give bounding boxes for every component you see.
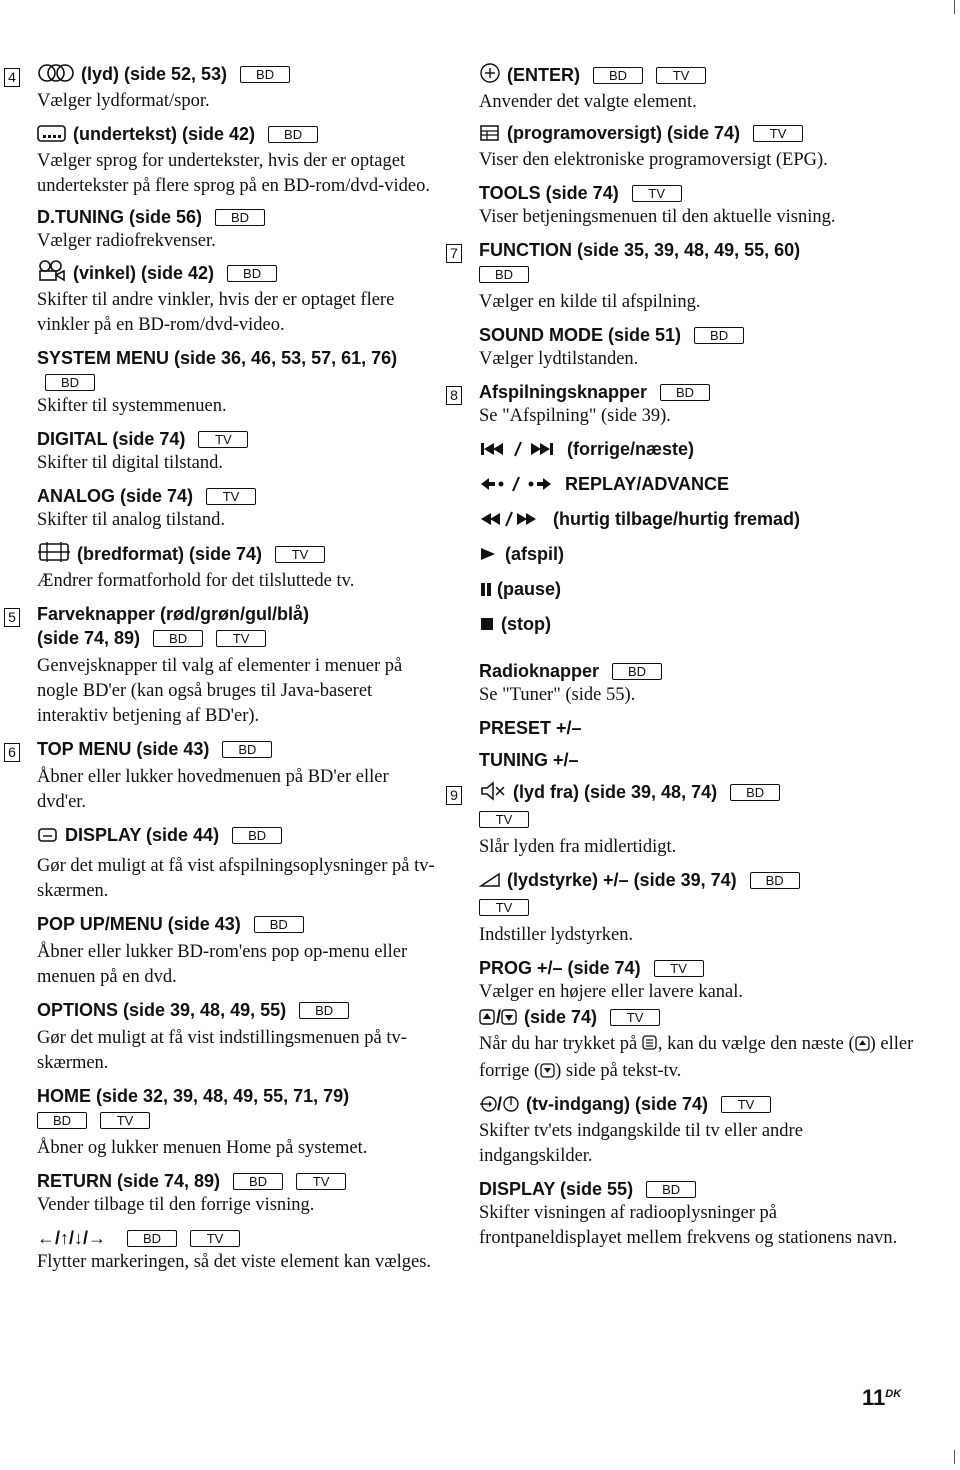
entry-title: Radioknapper (479, 661, 600, 681)
entry-title: (lyd) (side 52, 53) (81, 64, 228, 84)
entry-stop (479, 612, 919, 639)
tv-badge: TV (632, 185, 682, 202)
entry-soundmode (479, 323, 919, 372)
entry-title: Afspilningsknapper (479, 382, 648, 402)
entry-title: TOP MENU (side 43) (37, 739, 210, 759)
page-up-icon (479, 1008, 496, 1032)
bd-badge: BD (612, 663, 662, 680)
section-marker: 8 (446, 386, 462, 405)
entry-title: DISPLAY (side 44) (65, 825, 220, 845)
entry-desc: Når du har trykket på , kan du vælge den næste ( ) eller forrige ( ) side på tekst-tv. (479, 1032, 919, 1086)
prev-next-icon (479, 440, 561, 464)
entry-title: OPTIONS (side 39, 48, 49, 55) (37, 1000, 287, 1020)
bd-badge: BD (750, 872, 800, 889)
rewind-forward-icon (479, 510, 547, 534)
entry-title: FUNCTION (side 35, 39, 48, 49, 55, 60) (479, 240, 801, 260)
wide-mode-icon (37, 541, 71, 569)
left-column (8, 62, 437, 1275)
tv-power-icon (502, 1095, 520, 1119)
entry-systemmenu (37, 346, 437, 419)
entry-title: (hurtig tilbage/hurtig fremad) (553, 509, 800, 529)
entry-desc: Åbner eller lukker hovedmenuen på BD'er eller dvd'er. (37, 767, 389, 812)
entry-title: D.TUNING (side 56) (37, 207, 203, 227)
entry-desc: Åbner og lukker menuen Home på systemet. (37, 1138, 368, 1158)
entry-title: PROG +/– (side 74) (479, 958, 641, 978)
entry-enter (479, 62, 919, 115)
entry-programoversigt (479, 121, 919, 173)
tv-badge: TV (610, 1009, 660, 1026)
tv-badge: TV (216, 630, 266, 647)
entry-desc: Vælger en højere eller lavere kanal. (479, 982, 744, 1002)
entry-title: DIGITAL (side 74) (37, 429, 186, 449)
display-icon (37, 826, 59, 850)
entry-desc: Skifter til analog tilstand. (37, 510, 226, 530)
entry-title: HOME (side 32, 39, 48, 49, 55, 71, 79) (37, 1086, 350, 1106)
entry-function (450, 238, 919, 315)
tv-badge: TV (100, 1112, 150, 1129)
bd-badge: BD (593, 67, 643, 84)
entry-desc: Vender tilbage til den forrige visning. (37, 1195, 315, 1215)
bd-badge: BD (240, 66, 290, 83)
entry-options (37, 998, 437, 1076)
bd-badge: BD (227, 265, 277, 282)
entry-desc: Se "Tuner" (side 55). (479, 685, 636, 705)
entry-desc: Gør det muligt at få vist afspilningsoplysninger på tv-skærmen. (37, 856, 435, 901)
tv-badge: TV (275, 546, 325, 563)
play-icon (479, 545, 499, 569)
section-marker: 9 (446, 786, 462, 805)
guide-icon (479, 124, 501, 148)
entry-afspil (479, 542, 919, 569)
entry-hurtig (479, 507, 919, 534)
page-down-icon (501, 1008, 518, 1032)
entry-tools (479, 181, 919, 230)
entry-pageupdown: / (side 74) TV Når du har trykket på , kan du vælge den næste ( ) eller forrige ( ) side på tekst-tv. (479, 1005, 919, 1086)
bd-badge: BD (153, 630, 203, 647)
tv-badge: TV (296, 1173, 346, 1190)
entry-desc: Vælger radiofrekvenser. (37, 231, 216, 251)
entry-desc: Gør det muligt at få vist indstillingsmenuen på tv-skærmen. (37, 1028, 407, 1073)
entry-display-radio (479, 1177, 919, 1251)
angle-icon (37, 260, 67, 288)
entry-title: SOUND MODE (side 51) (479, 325, 682, 345)
entry-title: (vinkel) (side 42) (73, 263, 215, 283)
entry-bredformat (37, 541, 437, 594)
entry-desc: Vælger en kilde til afspilning. (479, 292, 701, 312)
entry-title: Farveknapper (rød/grøn/gul/blå) (37, 604, 310, 624)
entry-prog (479, 956, 919, 1005)
entry-title-2: (side 74, 89) (37, 628, 141, 648)
entry-desc: Viser den elektroniske programoversigt (EPG). (479, 150, 828, 170)
section-marker: 5 (4, 608, 20, 627)
entry-desc: Viser betjeningsmenuen til den aktuelle visning. (479, 207, 836, 227)
bd-badge: BD (127, 1230, 177, 1247)
input-icon (479, 1095, 497, 1119)
entry-title: POP UP/MENU (side 43) (37, 914, 241, 934)
bd-badge: BD (37, 1112, 87, 1129)
enter-icon (479, 62, 501, 90)
mute-icon (479, 781, 507, 807)
entry-lydfra (450, 780, 919, 860)
tv-badge: TV (479, 899, 529, 916)
entry-desc: Skifter til systemmenuen. (37, 396, 227, 416)
entry-title: (forrige/næste) (567, 439, 695, 459)
entry-desc: Åbner eller lukker BD-rom'ens pop op-menu eller menuen på en dvd. (37, 942, 408, 987)
entry-title: (tv-indgang) (side 74) (526, 1094, 709, 1114)
entry-desc: Skifter visningen af radiooplysninger på frontpaneldisplayet mellem frekvens og stationens navn. (479, 1203, 898, 1248)
entry-desc: Vælger lydtilstanden. (479, 349, 639, 369)
entry-digital (37, 427, 437, 476)
entry-desc: Slår lyden fra midlertidigt. (479, 837, 677, 857)
entry-desc: Vælger lydformat/spor. (37, 91, 210, 111)
bd-badge: BD (660, 384, 710, 401)
section-marker: 6 (4, 743, 20, 762)
section-marker: 7 (446, 244, 462, 263)
entry-tvindgang: / (tv-indgang) (side 74) TV Skifter tv'ets indgangskilde til tv eller andre indgangskilder. (479, 1092, 919, 1169)
bd-badge: BD (222, 741, 272, 758)
entry-title: (pause) (497, 579, 562, 599)
entry-desc: Skifter til andre vinkler, hvis der er optaget flere vinkler på en BD-rom/dvd-video. (37, 290, 395, 335)
entry-title: ANALOG (side 74) (37, 486, 194, 506)
entry-desc: Skifter til digital tilstand. (37, 453, 224, 473)
entry-analog (37, 484, 437, 533)
entry-title: (lyd fra) (side 39, 48, 74) (513, 782, 718, 802)
entry-title: REPLAY/ADVANCE (565, 474, 730, 494)
entry-desc: Vælger sprog for undertekster, hvis der er optaget undertekster på flere sprog på en BD-rom/dvd-video. (37, 151, 430, 196)
entry-desc: Indstiller lydstyrken. (479, 925, 634, 945)
entry-title: (ENTER) (507, 65, 580, 85)
entry-title: (side 74) (524, 1007, 598, 1027)
entry-desc: Genvejsknapper til valg af elementer i menuer på nogle BD'er (kan også bruges til Java-baseret interaktiv betjening af BD'er). (37, 656, 403, 726)
entry-vinkel (37, 260, 437, 338)
page-number: $11^{DK}$ (862, 1385, 902, 1410)
bd-badge: BD (254, 916, 304, 933)
teletext-icon (642, 1034, 658, 1059)
bd-badge: BD (233, 1173, 283, 1190)
entry-lyd (8, 62, 437, 114)
pause-icon (479, 580, 493, 604)
entry-title: (lydstyrke) +/– (side 39, 74) (507, 870, 737, 890)
tv-badge: TV (206, 488, 256, 505)
entry-preset: PRESET +/– (479, 718, 582, 738)
tv-badge: TV (198, 431, 248, 448)
bd-badge: BD (730, 784, 780, 801)
right-column (450, 62, 919, 1251)
section-marker: 4 (4, 68, 20, 87)
bd-badge: BD (299, 1002, 349, 1019)
bd-badge: BD (215, 209, 265, 226)
entry-title: (stop) (501, 614, 551, 634)
entry-title: SYSTEM MENU (side 36, 46, 53, 57, 61, 76) (37, 348, 398, 368)
audio-icon (37, 63, 75, 89)
replay-advance-icon (479, 475, 559, 499)
entry-title: (programoversigt) (side 74) (507, 123, 741, 143)
bd-badge: BD (45, 374, 95, 391)
entry-forrige-naeste (479, 437, 919, 464)
entry-desc: Ændrer formatforhold for det tilsluttede tv. (37, 571, 355, 591)
entry-afspilningsknapper (450, 380, 919, 429)
tv-badge: TV (479, 811, 529, 828)
entry-title: TOOLS (side 74) (479, 183, 619, 203)
crop-mark (954, 1450, 955, 1464)
entry-topmenu (8, 737, 437, 815)
stop-icon (479, 615, 495, 639)
bd-badge: BD (694, 327, 744, 344)
tv-badge: TV (190, 1230, 240, 1247)
entry-popup (37, 912, 437, 990)
entry-desc: Skifter tv'ets indgangskilde til tv eller andre indgangskilder. (479, 1121, 803, 1166)
entry-arrows (37, 1226, 437, 1275)
entry-tuning: TUNING +/– (479, 750, 579, 770)
entry-desc: Se "Afspilning" (side 39). (479, 406, 671, 426)
tv-badge: TV (656, 67, 706, 84)
entry-replay-advance (479, 472, 919, 499)
tv-badge: TV (753, 125, 803, 142)
bd-badge: BD (268, 126, 318, 143)
entry-home (37, 1084, 437, 1161)
entry-desc: Anvender det valgte element. (479, 92, 697, 112)
entry-lydstyrke (479, 868, 919, 948)
entry-pause (479, 577, 919, 604)
bd-badge: BD (646, 1181, 696, 1198)
bd-badge: BD (479, 266, 529, 283)
entry-undertekst (37, 122, 437, 199)
crop-mark (954, 0, 955, 14)
entry-title: DISPLAY (side 55) (479, 1179, 634, 1199)
entry-display (37, 823, 437, 904)
page-lang: DK (885, 1388, 902, 1400)
subtitle-icon (37, 123, 67, 149)
arrow-keys-label: ←/↑/↓/→ (37, 1228, 107, 1248)
entry-title: RETURN (side 74, 89) (37, 1171, 221, 1191)
entry-title: (undertekst) (side 42) (73, 124, 256, 144)
page-up-icon (855, 1034, 870, 1059)
page-down-icon (540, 1061, 555, 1086)
bd-badge: BD (232, 827, 282, 844)
entry-farveknapper (8, 602, 437, 729)
entry-title: (afspil) (505, 544, 565, 564)
entry-radioknapper (479, 659, 919, 708)
tv-badge: TV (654, 960, 704, 977)
volume-icon (479, 871, 501, 895)
tv-badge: TV (721, 1096, 771, 1113)
entry-title: (bredformat) (side 74) (77, 544, 263, 564)
entry-dtuning (37, 205, 437, 254)
entry-return (37, 1169, 437, 1218)
entry-desc: Flytter markeringen, så det viste element kan vælges. (37, 1252, 432, 1272)
